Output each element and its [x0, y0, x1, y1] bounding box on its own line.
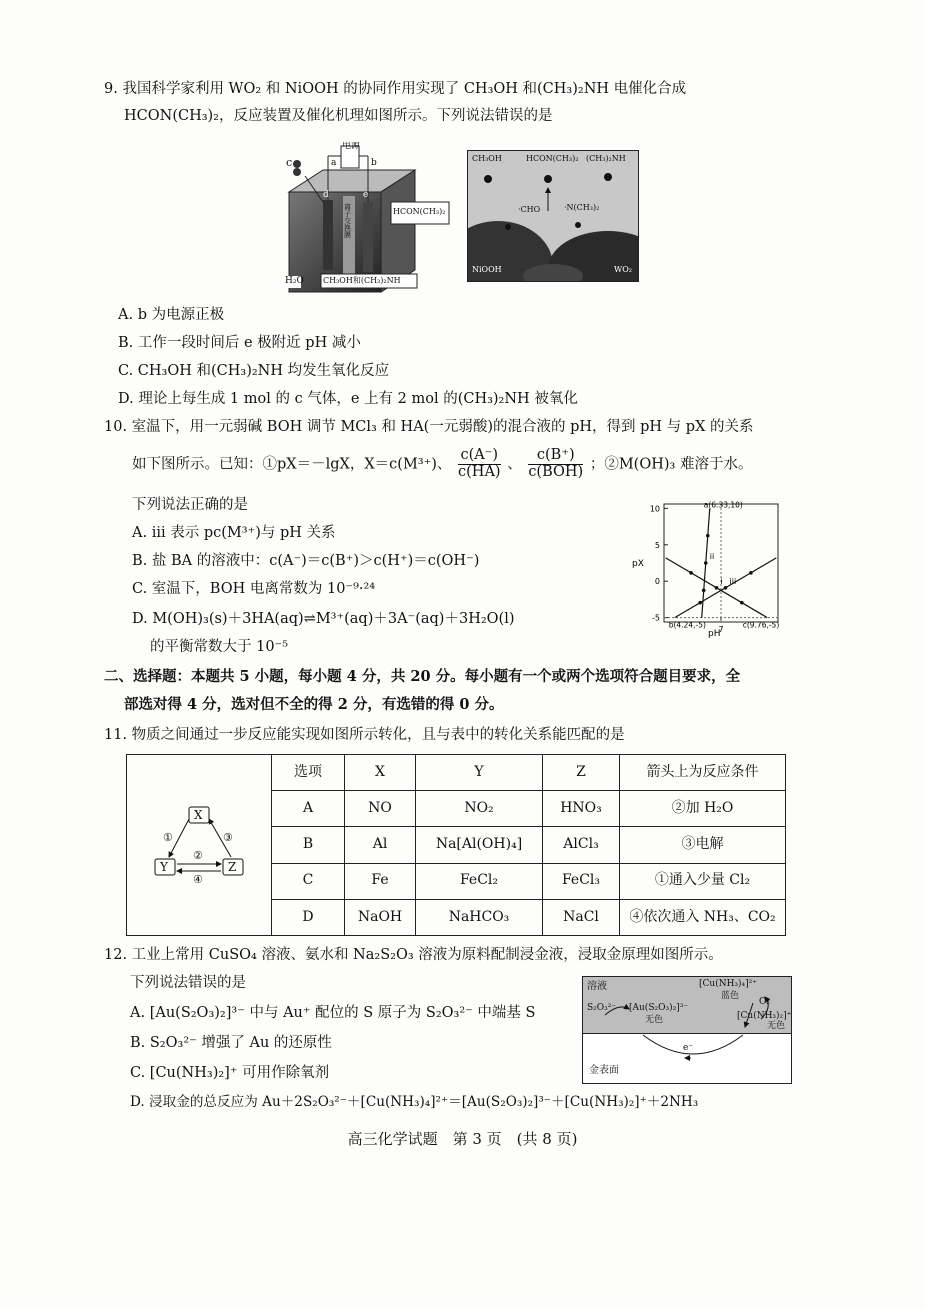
- cell-e-label: e: [363, 190, 369, 200]
- section2-heading-line2: 部选对得 4 分，选对但不全的得 2 分，有选错的得 0 分。: [124, 696, 504, 713]
- q11-header-condition: 箭头上为反应条件: [620, 755, 786, 791]
- q10-stem-known: 如下图所示。已知：①pX＝－lgX，X＝c(M³⁺)、: [132, 456, 452, 473]
- table-cell: NO₂: [416, 791, 543, 827]
- cell-d-label: d: [323, 190, 329, 200]
- table-cell: Na[Al(OH)₄]: [416, 827, 543, 863]
- fig-cu-ammine2-label: [Cu(NH₃)₂]⁺: [737, 1011, 792, 1021]
- mech-cho-label: ·CHO: [518, 205, 541, 214]
- fig-colorless-1: 无色: [645, 1015, 664, 1025]
- series-point: [698, 601, 702, 605]
- q12-leaching-figure: [582, 976, 792, 1084]
- table-cell: AlCl₃: [543, 827, 620, 863]
- q11-header-x: X: [345, 755, 416, 791]
- q10-option-d-line1: D. M(OH)₃(s)＋3HA(aq)⇌M³⁺(aq)＋3A⁻(aq)＋3H₂O(l): [132, 611, 515, 627]
- table-cell: NaHCO₃: [416, 899, 543, 935]
- q9-cell-figure: [283, 142, 453, 300]
- page-footer: 高三化学试题 第 3 页 (共 8 页): [347, 1130, 578, 1148]
- fig-cu-ammine4-label: [Cu(NH₃)₄]²⁺: [699, 979, 758, 989]
- q10-ask: 下列说法正确的是: [132, 497, 248, 513]
- cell-membrane-label: 离子交换膜: [344, 203, 351, 239]
- series-point: [702, 589, 706, 593]
- q10-stem-line2: [132, 448, 752, 481]
- q12-option-b: B. S₂O₃²⁻ 增强了 Au 的还原性: [130, 1035, 332, 1051]
- cell-feed-label: CH₃OH和(CH₃)₂NH: [323, 276, 401, 285]
- table-cell: FeCl₃: [543, 863, 620, 899]
- y-tick-label: 10: [649, 504, 660, 514]
- section2-heading-line1: 二、选择题：本题共 5 小题，每小题 4 分，共 20 分。每小题有一个或两个选项符合题目要求，全: [104, 668, 741, 685]
- annotation-label: a(6.33,10): [703, 500, 743, 510]
- q11-header-z: Z: [543, 755, 620, 791]
- y-tick-label: 5: [654, 540, 660, 550]
- table-cell: NaOH: [345, 899, 416, 935]
- table-cell: ①通入少量 Cl₂: [620, 863, 786, 899]
- cell-a-label: a: [331, 158, 337, 168]
- q10-option-b: B. 盐 BA 的溶液中：c(A⁻)＝c(B⁺)＞c(H⁺)＝c(OH⁻): [132, 553, 480, 569]
- q12-stem: 12. 工业上常用 CuSO₄ 溶液、氨水和 Na₂S₂O₃ 溶液为原料配制浸金液，浸取金原理如图所示。: [104, 947, 723, 963]
- fig-solution-label: 溶液: [587, 981, 607, 992]
- diagram-arrow-3: ③: [223, 831, 233, 844]
- fig-colorless-2: 无色: [767, 1021, 786, 1031]
- q11-stem: 11. 物质之间通过一步反应能实现如图所示转化，且与表中的转化关系能匹配的是: [104, 727, 625, 743]
- mech-nme-label: ·N(CH₃)₂: [564, 203, 600, 212]
- diagram-z-node: Z: [228, 860, 237, 874]
- y-tick-label: -5: [652, 613, 660, 623]
- diagram-y-node: Y: [160, 860, 168, 874]
- table-cell: B: [272, 827, 345, 863]
- table-cell: Fe: [345, 863, 416, 899]
- cell-product-label: HCON(CH₃)₂: [393, 207, 446, 216]
- fraction-b-over-boh: $\frac{c(B^+)}{\text{c(BOH)}}$: [528, 447, 584, 480]
- y-tick-label: 0: [654, 577, 660, 587]
- q12-option-c: C. [Cu(NH₃)₂]⁺ 可用作除氧剂: [130, 1065, 330, 1081]
- q11-header-y: Y: [416, 755, 543, 791]
- table-cell: ②加 H₂O: [620, 791, 786, 827]
- q11-header-option: 选项: [272, 755, 345, 791]
- cell-water-label: H₂O: [285, 276, 304, 286]
- fig-gold-surface-label: 金表面: [589, 1065, 619, 1076]
- q9-option-c: C. CH₃OH 和(CH₃)₂NH 均发生氧化反应: [118, 363, 390, 379]
- table-row: [127, 755, 786, 791]
- q12-ask: 下列说法错误的是: [130, 975, 246, 991]
- table-cell: ③电解: [620, 827, 786, 863]
- table-cell: FeCl₂: [416, 863, 543, 899]
- table-cell: HNO₃: [543, 791, 620, 827]
- table-cell: A: [272, 791, 345, 827]
- fig-au-complex-label: [Au(S₂O₃)₂]³⁻: [629, 1003, 689, 1013]
- cell-b-label: b: [371, 158, 377, 168]
- q9-stem-line2: HCON(CH₃)₂，反应装置及催化机理如图所示。下列说法错误的是: [124, 108, 553, 124]
- mech-product-label: HCON(CH₃)₂: [526, 154, 579, 163]
- annotation-label: c(9.76,-5): [742, 620, 780, 630]
- chart-xlabel: pH: [708, 629, 721, 639]
- series-label-ii: ii: [709, 552, 715, 561]
- mech-niooh-label: NiOOH: [472, 265, 502, 274]
- table-cell: D: [272, 899, 345, 935]
- mech-amine-label: (CH₃)₂NH: [586, 154, 626, 163]
- q10-option-a: A. iii 表示 pc(M³⁺)与 pH 关系: [132, 525, 336, 541]
- q12-option-a: A. [Au(S₂O₃)₂]³⁻ 中与 Au⁺ 配位的 S 原子为 S₂O₃²⁻ 中端基 S: [130, 1005, 536, 1021]
- q9-option-b: B. 工作一段时间后 e 极附近 pH 减小: [118, 335, 361, 351]
- series-point: [724, 586, 728, 590]
- q11-diagram-cell: [127, 755, 272, 936]
- q10-option-d-line2: 的平衡常数大于 10⁻⁵: [150, 639, 289, 655]
- series-point: [689, 571, 693, 575]
- q10-chart: [630, 494, 790, 644]
- annotation-label: b(4.24,-5): [668, 620, 706, 630]
- diagram-arrow-1: ①: [163, 831, 173, 844]
- diagram-arrow-4: ④: [193, 873, 203, 886]
- q11-table: [126, 754, 786, 936]
- q10-option-c: C. 室温下，BOH 电离常数为 10⁻⁹·²⁴: [132, 581, 376, 597]
- q10-stem-note: ；②M(OH)₃ 难溶于水。: [589, 456, 753, 473]
- table-cell: Al: [345, 827, 416, 863]
- x-tick-label: 7: [718, 625, 724, 634]
- table-cell: C: [272, 863, 345, 899]
- q9-mechanism-figure: [467, 150, 639, 282]
- fraction-a-over-ha: $\frac{c(A^-)}{c(HA)}$: [458, 447, 501, 480]
- fig-oxygen-label: O₂: [759, 997, 770, 1007]
- q12-option-d: D. 浸取金的总反应为 Au＋2S₂O₃²⁻＋[Cu(NH₃)₄]²⁺＝[Au(S₂O₃)₂]³⁻＋[Cu(NH₃)₂]⁺＋2NH₃: [130, 1094, 699, 1110]
- diagram-x-node: X: [194, 808, 203, 822]
- series-point: [706, 534, 710, 538]
- q9-option-a: A. b 为电源正极: [118, 307, 225, 323]
- cell-power-label: 电源: [342, 142, 361, 151]
- q10-stem-line1: 10. 室温下，用一元弱碱 BOH 调节 MCl₃ 和 HA(一元弱酸)的混合液的 pH，得到 pH 与 pX 的关系: [104, 419, 754, 435]
- series-point: [715, 586, 719, 590]
- fig-electron-label: e⁻: [683, 1043, 694, 1053]
- q10-separator: 、: [507, 456, 522, 473]
- series-label-i: i: [720, 576, 723, 586]
- table-cell: NaCl: [543, 899, 620, 935]
- table-cell: NO: [345, 791, 416, 827]
- mech-ch3oh-label: CH₃OH: [472, 154, 502, 163]
- cell-c-label: c: [286, 156, 293, 169]
- fig-thiosulfate-label: S₂O₃²⁻: [587, 1003, 617, 1013]
- q9-option-d: D. 理论上每生成 1 mol 的 c 气体，e 上有 2 mol 的(CH₃)₂NH 被氧化: [118, 391, 578, 407]
- series-label-iii: iii: [729, 576, 737, 586]
- chart-ylabel: pX: [632, 559, 644, 569]
- fig-blue-label: 蓝色: [721, 991, 740, 1001]
- table-cell: ④依次通入 NH₃、CO₂: [620, 899, 786, 935]
- series-point: [749, 571, 753, 575]
- mech-wo2-label: WO₂: [614, 265, 632, 274]
- diagram-arrow-2: ②: [193, 849, 203, 862]
- series-point: [740, 601, 744, 605]
- series-point: [704, 561, 708, 565]
- q9-stem-line1: 9. 我国科学家利用 WO₂ 和 NiOOH 的协同作用实现了 CH₃OH 和(CH₃)₂NH 电催化合成: [104, 81, 687, 97]
